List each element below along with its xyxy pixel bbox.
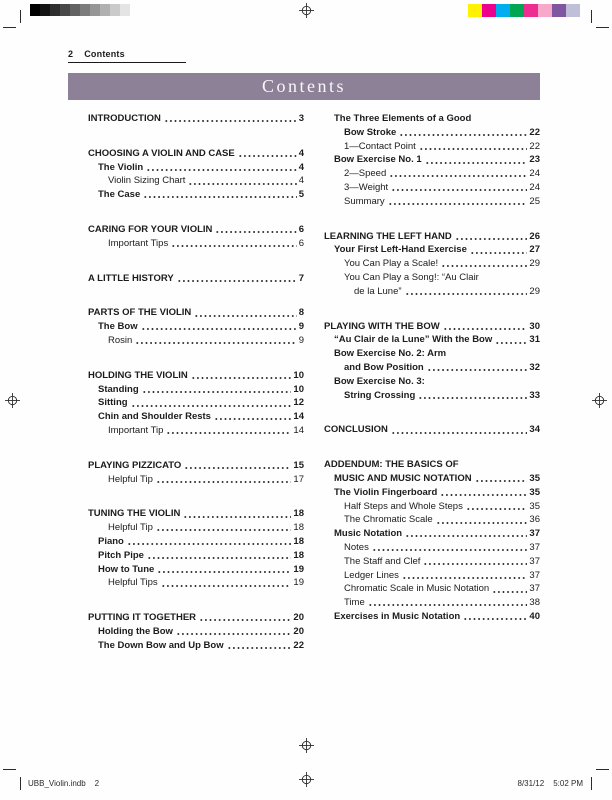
toc-entry-page: 29	[529, 258, 540, 270]
toc-entry	[324, 181, 540, 195]
toc-entry-page: 30	[529, 320, 540, 332]
toc-entry-page: 40	[529, 610, 540, 622]
dot-leader	[177, 272, 297, 283]
toc-entry	[88, 147, 304, 161]
color-swatch	[510, 4, 524, 17]
toc-entry-page: 20	[293, 612, 304, 624]
contents-banner	[68, 73, 540, 100]
dot-leader	[441, 257, 527, 268]
dot-leader	[157, 563, 291, 574]
toc-entry-label: 3—Weight	[344, 181, 389, 193]
running-head-label: Contents	[84, 49, 125, 59]
dot-leader	[418, 389, 527, 400]
toc-entry-page: 3	[298, 113, 304, 124]
toc-entry-label: Ledger Lines	[344, 569, 399, 581]
toc-entry	[88, 383, 304, 397]
toc-entry-label: The Case	[98, 189, 141, 201]
dot-leader	[142, 383, 292, 394]
toc-entry-label: CARING FOR YOUR VIOLIN	[88, 223, 213, 235]
toc-entry-label: Important Tip	[108, 424, 164, 436]
toc-entry-page: 22	[293, 639, 304, 651]
dot-leader	[127, 535, 292, 546]
registration-mark-icon	[592, 393, 607, 408]
dot-leader	[455, 230, 528, 241]
dot-leader	[470, 243, 528, 254]
toc-entry-page: 35	[529, 486, 540, 498]
toc-entry	[88, 473, 304, 487]
toc-entry-label: A LITTLE HISTORY	[88, 272, 174, 284]
toc-entry-page: 7	[298, 272, 304, 284]
toc-entry-label: How to Tune	[98, 563, 155, 575]
toc-entry-page: 37	[529, 555, 540, 567]
toc-entry-page: 12	[293, 397, 304, 409]
toc-entry-label: Sitting	[98, 397, 128, 409]
toc-entry-label: INTRODUCTION	[88, 113, 161, 124]
toc-entry	[324, 257, 540, 271]
toc-entry	[324, 271, 540, 299]
toc-entry-label: Important Tips	[108, 237, 169, 249]
toc-entry-label: Helpful Tip	[108, 473, 153, 485]
toc-entry	[324, 555, 540, 569]
toc-entry	[324, 569, 540, 583]
toc-entry-page: 25	[529, 195, 540, 207]
toc-entry	[88, 369, 304, 383]
toc-entry-label: You Can Play a Song!: “Au Clair	[344, 271, 479, 283]
toc-entry-page: 4	[298, 175, 304, 187]
toc-entry-label: 2—Speed	[344, 168, 387, 180]
toc-entry	[88, 639, 304, 653]
toc-entry	[88, 174, 304, 188]
toc-entry-page: 10	[293, 369, 304, 381]
color-swatch	[496, 4, 510, 17]
dot-leader	[492, 582, 527, 593]
toc-entry	[88, 535, 304, 549]
toc-entry	[88, 611, 304, 625]
toc-entry-label: PUTTING IT TOGETHER	[88, 612, 197, 624]
toc-entry-page: 6	[298, 237, 304, 249]
toc-entry-label: de la Lune”	[354, 285, 402, 297]
dot-leader	[368, 596, 528, 607]
dot-leader	[495, 333, 527, 344]
toc-entry	[88, 521, 304, 535]
toc-entry-label: CONCLUSION	[324, 424, 388, 436]
toc-entry-label: Half Steps and Whole Steps	[344, 500, 463, 512]
toc-entry-label: Piano	[98, 535, 124, 547]
toc-entry	[88, 625, 304, 639]
toc-entry-page: 23	[529, 154, 540, 166]
toc-entry	[324, 167, 540, 181]
toc-entry-page: 9	[298, 334, 304, 346]
toc-entry-page: 18	[293, 508, 304, 520]
toc-entry-page: 17	[293, 473, 304, 485]
running-head-page-number: 2	[68, 49, 74, 59]
toc-entry-page: 37	[529, 541, 540, 553]
grayscale-swatch	[70, 4, 80, 16]
toc-entry-page: 27	[529, 244, 540, 256]
color-swatch	[482, 4, 496, 17]
toc-entry-label: LEARNING THE LEFT HAND	[324, 230, 452, 242]
grayscale-swatch	[80, 4, 90, 16]
toc-entry-label: Your First Left-Hand Exercise	[334, 244, 467, 256]
toc-entry-page: 10	[293, 383, 304, 395]
toc-entry	[88, 161, 304, 175]
toc-entry	[88, 188, 304, 202]
toc-entry	[88, 223, 304, 237]
slug-time: 5:02 PM	[553, 779, 583, 788]
slug-datetime	[518, 779, 584, 788]
toc-entry	[324, 423, 540, 437]
toc-entry	[324, 513, 540, 527]
toc-entry	[88, 396, 304, 410]
color-swatch	[538, 4, 552, 17]
toc-entry-label: PARTS OF THE VIOLIN	[88, 307, 192, 319]
toc-entry-label: Pitch Pipe	[98, 549, 144, 561]
dot-leader	[188, 174, 296, 185]
dot-leader	[199, 611, 291, 622]
crop-mark	[596, 769, 609, 770]
toc-entry-label: String Crossing	[344, 389, 416, 401]
crop-mark	[3, 27, 16, 28]
toc-entry	[324, 610, 540, 624]
dot-leader	[427, 361, 528, 372]
toc-entry-page: 6	[298, 223, 304, 235]
toc-entry-page: 32	[529, 361, 540, 373]
toc-entry	[88, 320, 304, 334]
toc-entry-page: 26	[529, 230, 540, 242]
dot-leader	[399, 126, 527, 137]
toc-entry-label: Standing	[98, 383, 139, 395]
toc-right-column	[324, 112, 540, 653]
toc-entry-page: 18	[293, 535, 304, 547]
dot-leader	[161, 576, 292, 587]
toc-entry	[324, 527, 540, 541]
dot-leader	[391, 181, 527, 192]
toc-entry-label: Rosin	[108, 334, 133, 346]
toc-entry-page: 8	[298, 307, 304, 319]
toc-entry-label: The Three Elements of a Good	[334, 113, 472, 124]
toc-entry	[324, 541, 540, 555]
toc-entry-label: Exercises in Music Notation	[334, 610, 461, 622]
dot-leader	[215, 223, 296, 234]
toc-entry	[88, 507, 304, 521]
toc-entry-label: Summary	[344, 195, 385, 207]
dot-leader	[146, 161, 296, 172]
dot-leader	[191, 369, 292, 380]
toc-entry-label: Bow Exercise No. 3:	[334, 375, 425, 387]
toc-entry	[88, 306, 304, 320]
crop-mark	[596, 27, 609, 28]
toc-entry-page: 35	[529, 472, 540, 484]
toc-entry-label: The Violin Fingerboard	[334, 486, 438, 498]
toc-entry-page: 9	[298, 321, 304, 333]
toc-entry	[324, 140, 540, 154]
toc-entry-page: 22	[529, 140, 540, 152]
toc-left-column	[88, 112, 304, 653]
crop-mark	[20, 777, 21, 790]
toc-entry-page: 24	[529, 168, 540, 180]
toc-entry-label: The Bow	[98, 321, 138, 333]
toc-entry	[88, 237, 304, 251]
toc-entry-label: Music Notation	[334, 528, 403, 540]
dot-leader	[389, 167, 527, 178]
dot-leader	[156, 521, 292, 532]
toc-entry	[324, 112, 540, 140]
toc-entry	[324, 582, 540, 596]
grayscale-swatch	[90, 4, 100, 16]
toc-entry	[88, 424, 304, 438]
dot-leader	[440, 486, 527, 497]
dot-leader	[391, 423, 528, 434]
toc-entry-page: 33	[529, 389, 540, 401]
toc-entry	[88, 576, 304, 590]
toc-entry	[324, 230, 540, 244]
toc-entry-page: 34	[529, 424, 540, 436]
toc-entry	[324, 320, 540, 334]
grayscale-swatch	[110, 4, 120, 16]
toc-entry-page: 19	[293, 577, 304, 589]
dot-leader	[463, 610, 527, 621]
dot-leader	[436, 513, 528, 524]
toc-entry-page: 22	[529, 126, 540, 138]
dot-leader	[194, 306, 296, 317]
toc-entry-label: You Can Play a Scale!	[344, 258, 439, 270]
toc-entry	[88, 410, 304, 424]
toc-entry-label: The Chromatic Scale	[344, 514, 433, 526]
registration-mark-icon	[5, 393, 20, 408]
toc-entry	[324, 243, 540, 257]
toc-entry	[324, 347, 540, 375]
dot-leader	[183, 507, 291, 518]
dot-leader	[423, 555, 527, 566]
toc-entry-label: MUSIC AND MUSIC NOTATION	[334, 472, 472, 484]
grayscale-swatch	[30, 4, 40, 16]
toc-entry-label: Chin and Shoulder Rests	[98, 411, 211, 423]
toc-entry-label: PLAYING WITH THE BOW	[324, 320, 440, 332]
toc-entry-page: 18	[293, 549, 304, 561]
dot-leader	[147, 549, 291, 560]
dot-leader	[443, 320, 528, 331]
dot-leader	[141, 320, 297, 331]
dot-leader	[171, 237, 297, 248]
toc-entry-label: HOLDING THE VIOLIN	[88, 369, 188, 381]
toc-entry-page: 36	[529, 514, 540, 526]
toc-entry-label: Bow Exercise No. 2: Arm	[334, 348, 447, 360]
toc-entry	[88, 563, 304, 577]
toc-entry-page: 18	[293, 522, 304, 534]
grayscale-swatch	[40, 4, 50, 16]
toc-entry-label: “Au Clair de la Lune” With the Bow	[334, 334, 493, 346]
dot-leader	[176, 625, 291, 636]
grayscale-calibration-bar	[30, 4, 130, 16]
banner-title: Contents	[261, 76, 346, 96]
toc-entry	[324, 333, 540, 347]
slug-date: 8/31/12	[517, 779, 545, 788]
toc-entry-label: Violin Sizing Chart	[108, 175, 186, 187]
color-swatch	[566, 4, 580, 17]
toc-entry-label: 1—Contact Point	[344, 140, 416, 152]
color-swatch	[468, 4, 482, 17]
color-calibration-bar	[468, 4, 580, 17]
toc-entry-page: 29	[529, 285, 540, 297]
toc-entry	[324, 486, 540, 500]
registration-mark-icon	[299, 738, 314, 753]
dot-leader	[419, 140, 528, 151]
color-swatch	[552, 4, 566, 17]
table-of-contents	[88, 112, 540, 653]
toc-entry-label: and Bow Position	[344, 361, 424, 373]
dot-leader	[425, 153, 528, 164]
toc-entry-label: The Violin	[98, 161, 144, 173]
toc-entry-label: Notes	[344, 541, 369, 553]
toc-entry	[88, 272, 304, 286]
toc-entry-page: 37	[529, 583, 540, 595]
dot-leader	[164, 112, 297, 123]
toc-entry	[324, 500, 540, 514]
dot-leader	[214, 410, 291, 421]
toc-entry	[324, 195, 540, 209]
toc-entry-page: 5	[298, 189, 304, 201]
toc-entry	[324, 596, 540, 610]
toc-entry-label: Bow Stroke	[344, 126, 397, 138]
dot-leader	[143, 188, 296, 199]
toc-entry-label: Helpful Tip	[108, 522, 153, 534]
toc-entry-page: 24	[529, 181, 540, 193]
grayscale-swatch	[60, 4, 70, 16]
grayscale-swatch	[100, 4, 110, 16]
dot-leader	[156, 473, 292, 484]
toc-entry	[88, 459, 304, 473]
slug-filename: UBB_Violin.indb	[28, 779, 86, 788]
toc-entry-label: TUNING THE VIOLIN	[88, 508, 181, 520]
toc-entry-label: The Staff and Clef	[344, 555, 421, 567]
dot-leader	[405, 527, 527, 538]
toc-entry-page: 37	[529, 569, 540, 581]
toc-entry-page: 37	[529, 528, 540, 540]
toc-entry-label: Helpful Tips	[108, 577, 158, 589]
toc-entry-page: 35	[529, 500, 540, 512]
toc-entry-page: 31	[529, 334, 540, 346]
crop-mark	[20, 10, 21, 23]
toc-entry-page: 14	[293, 411, 304, 423]
toc-entry-label: CHOOSING A VIOLIN AND CASE	[88, 147, 235, 159]
toc-entry-label: PLAYING PIZZICATO	[88, 459, 182, 471]
dot-leader	[475, 472, 528, 483]
dot-leader	[131, 396, 292, 407]
dot-leader	[402, 569, 527, 580]
toc-entry-label: Time	[344, 597, 365, 609]
toc-entry-page: 15	[293, 459, 304, 471]
toc-entry-label: The Down Bow and Up Bow	[98, 639, 224, 651]
slug-sheet-number: 2	[94, 779, 100, 788]
color-swatch	[524, 4, 538, 17]
dot-leader	[135, 334, 296, 345]
crop-mark	[591, 777, 592, 790]
crop-mark	[591, 10, 592, 23]
toc-entry	[324, 458, 540, 486]
slug-line	[28, 779, 583, 788]
slug-file-info	[28, 779, 99, 788]
toc-entry-label: ADDENDUM: THE BASICS OF	[324, 459, 459, 471]
dot-leader	[227, 639, 292, 650]
toc-entry	[324, 153, 540, 167]
toc-entry	[88, 549, 304, 563]
dot-leader	[405, 285, 528, 296]
toc-entry	[324, 375, 540, 403]
toc-entry-page: 14	[293, 424, 304, 436]
toc-entry-label: Chromatic Scale in Music Notation	[344, 583, 490, 595]
grayscale-swatch	[120, 4, 130, 16]
dot-leader	[466, 500, 528, 511]
grayscale-swatch	[50, 4, 60, 16]
dot-leader	[184, 459, 291, 470]
dot-leader	[388, 195, 528, 206]
dot-leader	[372, 541, 528, 552]
toc-entry-label: Bow Exercise No. 1	[334, 154, 422, 166]
registration-mark-icon	[299, 3, 314, 18]
toc-entry-page: 19	[293, 563, 304, 575]
dot-leader	[238, 147, 297, 158]
toc-entry-page: 20	[293, 625, 304, 637]
toc-entry	[88, 112, 304, 126]
toc-entry-label: Holding the Bow	[98, 625, 173, 637]
toc-entry-page: 4	[298, 147, 304, 159]
toc-entry	[88, 334, 304, 348]
toc-entry-page: 38	[529, 597, 540, 609]
running-head	[68, 49, 186, 63]
dot-leader	[166, 424, 291, 435]
crop-mark	[3, 769, 16, 770]
toc-entry-page: 4	[298, 161, 304, 173]
